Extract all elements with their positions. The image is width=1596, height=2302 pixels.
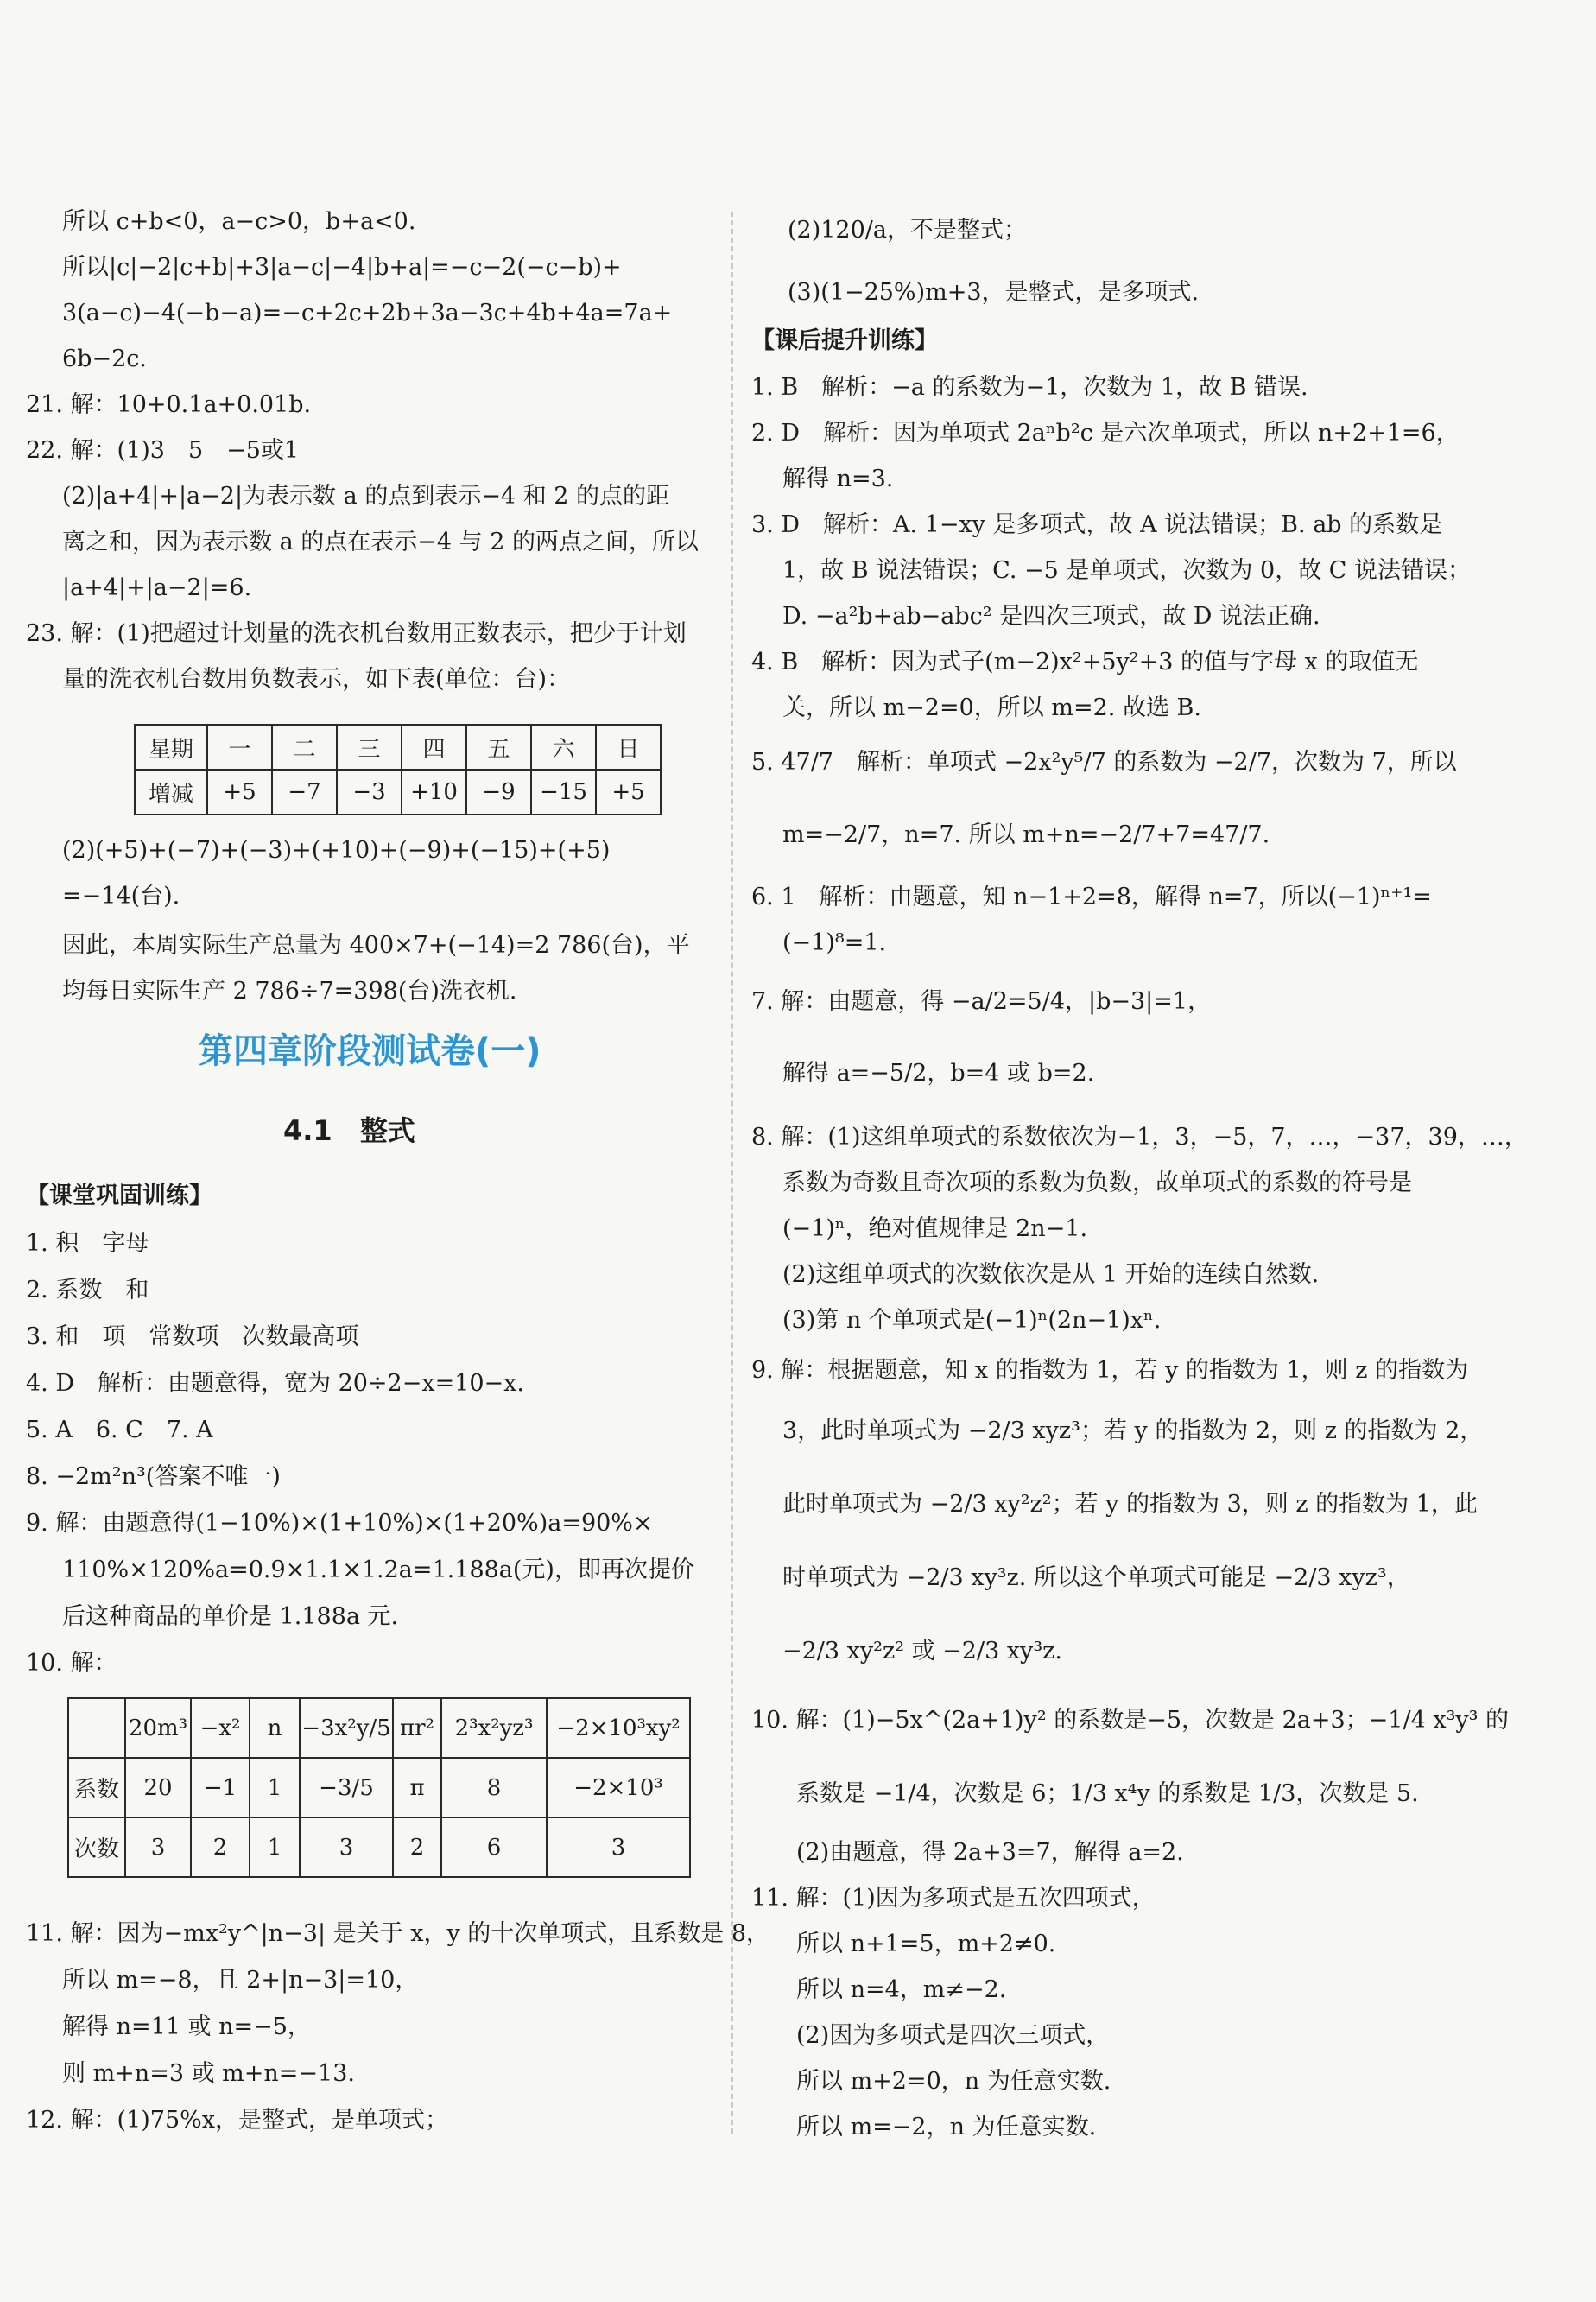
table-cell (68, 1698, 125, 1758)
answer-2: 2. D 解析：因为单项式 2aⁿb²c 是六次单项式，所以 n+2+1=6， (751, 420, 1460, 447)
text-line: 关，所以 m−2=0，所以 m=2. 故选 B. (782, 694, 1201, 721)
table-cell: 20 (125, 1758, 191, 1817)
text-line: 所以 n=4，m≠−2. (796, 1976, 1007, 2003)
table-cell: −3 (337, 770, 402, 815)
table-cell: −3/5 (300, 1758, 393, 1817)
table-row (68, 1758, 690, 1817)
text-line: (2)由题意，得 2a+3=7，解得 a=2. (796, 1839, 1184, 1866)
table-cell: −3x²y/5 (300, 1698, 393, 1758)
text-line: 6b−2c. (62, 346, 147, 372)
answer-2: 2. 系数 和 (26, 1277, 149, 1303)
text-line: 离之和，因为表示数 a 的点在表示−4 与 2 的两点之间，所以 (62, 529, 699, 555)
table-cell: 日 (596, 725, 661, 770)
table-cell: 增减 (135, 770, 207, 815)
table-cell: 一 (207, 725, 272, 770)
text-line: (2)120/a，不是整式； (788, 217, 1027, 244)
table-cell: −x² (191, 1698, 250, 1758)
column-divider (732, 212, 733, 2134)
text-line: 所以 m+2=0，n 为任意实数. (796, 2068, 1112, 2095)
text-line: 1，故 B 说法错误；C. −5 是单项式，次数为 0，故 C 说法错误； (782, 557, 1472, 584)
answer-22: 22. 解：(1)3 5 −5或1 (26, 437, 300, 464)
text-line: D. −a²b+ab−abc² 是四次三项式，故 D 说法正确. (782, 603, 1320, 630)
table-cell: −1 (191, 1758, 250, 1817)
text-line: 所以 m=−8，且 2+|n−3|=10， (62, 1967, 419, 1994)
text-line: (3)(1−25%)m+3，是整式，是多项式. (788, 279, 1200, 306)
table-cell: 6 (441, 1817, 547, 1877)
table-cell: 2 (191, 1817, 250, 1877)
answer-6: 6. 1 解析：由题意，知 n−1+2=8，解得 n=7，所以(−1)ⁿ⁺¹= (751, 884, 1432, 910)
coefficient-degree-table (67, 1697, 691, 1878)
answer-3: 3. 和 项 常数项 次数最高项 (26, 1323, 359, 1350)
text-line: 系数是 −1/4，次数是 6；1/3 x⁴y 的系数是 1/3，次数是 5. (796, 1780, 1419, 1807)
answer-12: 12. 解：(1)75%x，是整式，是单项式； (26, 2107, 449, 2134)
text-line: 3，此时单项式为 −2/3 xyz³；若 y 的指数为 2，则 z 的指数为 2， (782, 1417, 1484, 1444)
table-cell: 1 (250, 1817, 300, 1877)
table-cell: 3 (300, 1817, 393, 1877)
text-line: 解得 a=−5/2，b=4 或 b=2. (782, 1060, 1095, 1087)
text-line: 解得 n=3. (782, 466, 894, 492)
table-cell: 3 (547, 1817, 690, 1877)
text-line: 所以|c|−2|c+b|+3|a−c|−4|b+a|=−c−2(−c−b)+ (62, 254, 622, 281)
table-cell: −7 (272, 770, 337, 815)
table-cell: −9 (466, 770, 531, 815)
table-cell: 五 (466, 725, 531, 770)
table-cell: π (393, 1758, 441, 1817)
text-line: 解得 n=11 或 n=−5， (62, 2013, 311, 2040)
table-cell: +5 (207, 770, 272, 815)
chapter-title: 第四章阶段测试卷(一) (199, 1031, 542, 1071)
text-line: 系数为奇数且奇次项的系数为负数，故单项式的系数的符号是 (782, 1170, 1412, 1196)
table-cell: 系数 (68, 1758, 125, 1817)
text-line: 因此，本周实际生产总量为 400×7+(−14)=2 786(台)，平 (62, 932, 690, 959)
text-line: m=−2/7，n=7. 所以 m+n=−2/7+7=47/7. (782, 821, 1270, 848)
answer-5-7: 5. A 6. C 7. A (26, 1417, 213, 1443)
text-line: |a+4|+|a−2|=6. (62, 574, 252, 601)
table-row (68, 1698, 690, 1758)
table-cell: n (250, 1698, 300, 1758)
answer-1: 1. 积 字母 (26, 1230, 149, 1257)
text-line: (2)因为多项式是四次三项式， (796, 2022, 1110, 2049)
answer-11: 11. 解：因为−mx²y^|n−3| 是关于 x，y 的十次单项式，且系数是 8， (26, 1920, 770, 1947)
table-cell: πr² (393, 1698, 441, 1758)
text-line: 3(a−c)−4(−b−a)=−c+2c+2b+3a−3c+4b+4a=7a+ (62, 300, 673, 327)
table-cell: −2×10³ (547, 1758, 690, 1817)
table-cell: +10 (402, 770, 466, 815)
table-cell: +5 (596, 770, 661, 815)
answer-10: 10. 解： (26, 1650, 117, 1677)
table-cell: 2³x²yz³ (441, 1698, 547, 1758)
table-cell: 六 (531, 725, 596, 770)
table-cell: −15 (531, 770, 596, 815)
table-row (68, 1817, 690, 1877)
practice-heading: 【课堂巩固训练】 (26, 1183, 212, 1209)
weekly-change-table (134, 724, 662, 815)
text-line: 时单项式为 −2/3 xy³z. 所以这个单项式可能是 −2/3 xyz³， (782, 1564, 1410, 1591)
text-line: 则 m+n=3 或 m+n=−13. (62, 2060, 355, 2087)
homework-heading: 【课后提升训练】 (751, 327, 938, 354)
text-line: 此时单项式为 −2/3 xy²z²；若 y 的指数为 3，则 z 的指数为 1，此 (782, 1491, 1478, 1518)
table-cell: 次数 (68, 1817, 125, 1877)
answer-9: 9. 解：根据题意，知 x 的指数为 1，若 y 的指数为 1，则 z 的指数为 (751, 1357, 1469, 1384)
table-cell: 8 (441, 1758, 547, 1817)
answer-11: 11. 解：(1)因为多项式是五次四项式， (751, 1885, 1156, 1912)
table-cell: 2 (393, 1817, 441, 1877)
answer-21: 21. 解：10+0.1a+0.01b. (26, 391, 312, 418)
text-line: −2/3 xy²z² 或 −2/3 xy³z. (782, 1638, 1062, 1665)
text-line: =−14(台). (62, 883, 180, 910)
answer-4: 4. B 解析：因为式子(m−2)x²+5y²+3 的值与字母 x 的取值无 (751, 649, 1419, 675)
text-line: (2)这组单项式的次数依次是从 1 开始的连续自然数. (782, 1261, 1320, 1288)
table-cell: −2×10³xy² (547, 1698, 690, 1758)
text-line: 所以 m=−2，n 为任意实数. (796, 2114, 1097, 2140)
text-line: 均每日实际生产 2 786÷7=398(台)洗衣机. (62, 978, 517, 1005)
table-cell: 三 (337, 725, 402, 770)
text-line: (2)(+5)+(−7)+(−3)+(+10)+(−9)+(−15)+(+5) (62, 837, 611, 864)
text-line: 所以 n+1=5，m+2≠0. (796, 1931, 1056, 1957)
table-row (135, 770, 661, 815)
text-line: 所以 c+b<0，a−c>0，b+a<0. (62, 208, 416, 235)
text-line: (−1)⁸=1. (782, 929, 887, 956)
table-row (135, 725, 661, 770)
answer-5: 5. 47/7 解析：单项式 −2x²y⁵/7 的系数为 −2/7，次数为 7，所以 (751, 749, 1457, 776)
table-cell: 1 (250, 1758, 300, 1817)
table-cell: 20m³ (125, 1698, 191, 1758)
answer-10: 10. 解：(1)−5x^(2a+1)y² 的系数是−5，次数是 2a+3；−1/4 x³y³ 的 (751, 1707, 1510, 1734)
table-cell: 四 (402, 725, 466, 770)
text-line: 量的洗衣机台数用负数表示，如下表(单位：台)： (62, 666, 571, 693)
text-line: 后这种商品的单价是 1.188a 元. (62, 1603, 399, 1630)
table-cell: 星期 (135, 725, 207, 770)
text-line: (3)第 n 个单项式是(−1)ⁿ(2n−1)xⁿ. (782, 1307, 1162, 1334)
table-cell: 二 (272, 725, 337, 770)
answer-4: 4. D 解析：由题意得，宽为 20÷2−x=10−x. (26, 1370, 524, 1397)
answer-8: 8. −2m²n³(答案不唯一) (26, 1463, 281, 1490)
text-line: 110%×120%a=0.9×1.1×1.2a=1.188a(元)，即再次提价 (62, 1557, 694, 1583)
table-cell: 3 (125, 1817, 191, 1877)
answer-7: 7. 解：由题意，得 −a/2=5/4，|b−3|=1， (751, 988, 1212, 1015)
answer-3: 3. D 解析：A. 1−xy 是多项式，故 A 说法错误；B. ab 的系数是 (751, 511, 1443, 538)
section-title: 4.1 整式 (283, 1114, 415, 1147)
answer-1: 1. B 解析：−a 的系数为−1，次数为 1，故 B 错误. (751, 374, 1308, 401)
answer-8: 8. 解：(1)这组单项式的系数依次为−1，3，−5，7，…，−37，39，…， (751, 1124, 1528, 1151)
answer-9: 9. 解：由题意得(1−10%)×(1+10%)×(1+20%)a=90%× (26, 1510, 653, 1537)
text-line: (−1)ⁿ，绝对值规律是 2n−1. (782, 1215, 1088, 1242)
answer-23: 23. 解：(1)把超过计划量的洗衣机台数用正数表示，把少于计划 (26, 620, 687, 647)
text-line: (2)|a+4|+|a−2|为表示数 a 的点到表示−4 和 2 的点的距 (62, 483, 670, 510)
